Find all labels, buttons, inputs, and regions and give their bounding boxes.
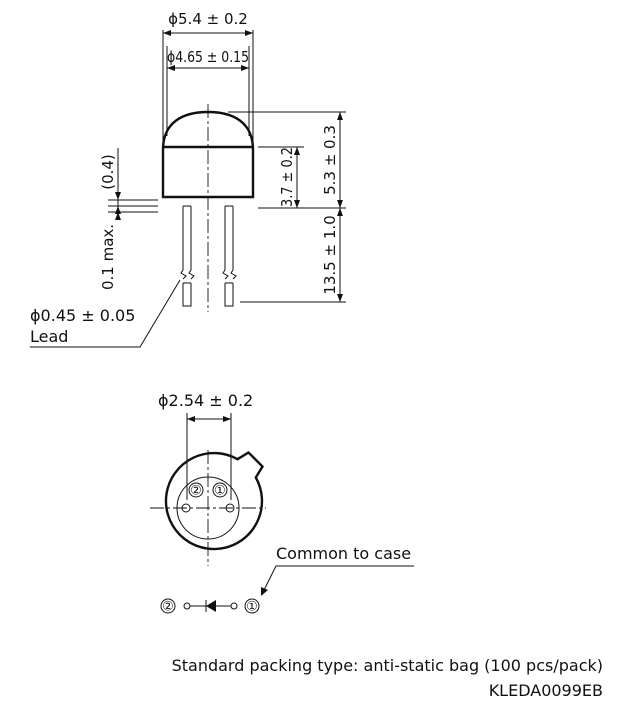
schematic-pin-1-number: ① xyxy=(246,599,258,615)
case-flange-with-tab xyxy=(166,453,263,550)
drawing-code: KLEDA0099EB xyxy=(488,681,603,700)
schematic-terminal-1 xyxy=(231,603,237,609)
lead-label: Lead xyxy=(30,327,69,346)
bottom-view xyxy=(150,391,266,566)
schematic xyxy=(161,544,414,615)
lead-offset-label: 0.1 max. xyxy=(99,223,117,291)
packing-note: Standard packing type: anti-static bag (100 pcs/pack) xyxy=(171,656,603,675)
lead-length-label: 13.5 ± 1.0 xyxy=(321,215,339,295)
pin-1-number: ① xyxy=(214,483,226,499)
side-view xyxy=(30,10,346,347)
outer-diameter-label: ϕ5.4 ± 0.2 xyxy=(168,10,248,28)
lens-gap-label: (0.4) xyxy=(99,154,117,190)
total-height-label: 5.3 ± 0.3 xyxy=(321,125,339,195)
lead-diameter-label: ϕ0.45 ± 0.05 xyxy=(30,306,136,325)
common-to-case-leader xyxy=(264,566,414,590)
common-to-case-label: Common to case xyxy=(276,544,412,563)
schematic-terminal-2 xyxy=(184,603,190,609)
lead-spacing-label: ϕ2.54 ± 0.2 xyxy=(158,391,254,410)
leads xyxy=(181,206,236,306)
schematic-pin-2-number: ② xyxy=(162,599,174,615)
inner-diameter-label: ϕ4.65 ± 0.15 xyxy=(167,48,249,66)
body-height-label: 3.7 ± 0.2 xyxy=(278,137,296,207)
diode-symbol xyxy=(206,600,216,612)
pin-2-number: ② xyxy=(190,483,202,499)
